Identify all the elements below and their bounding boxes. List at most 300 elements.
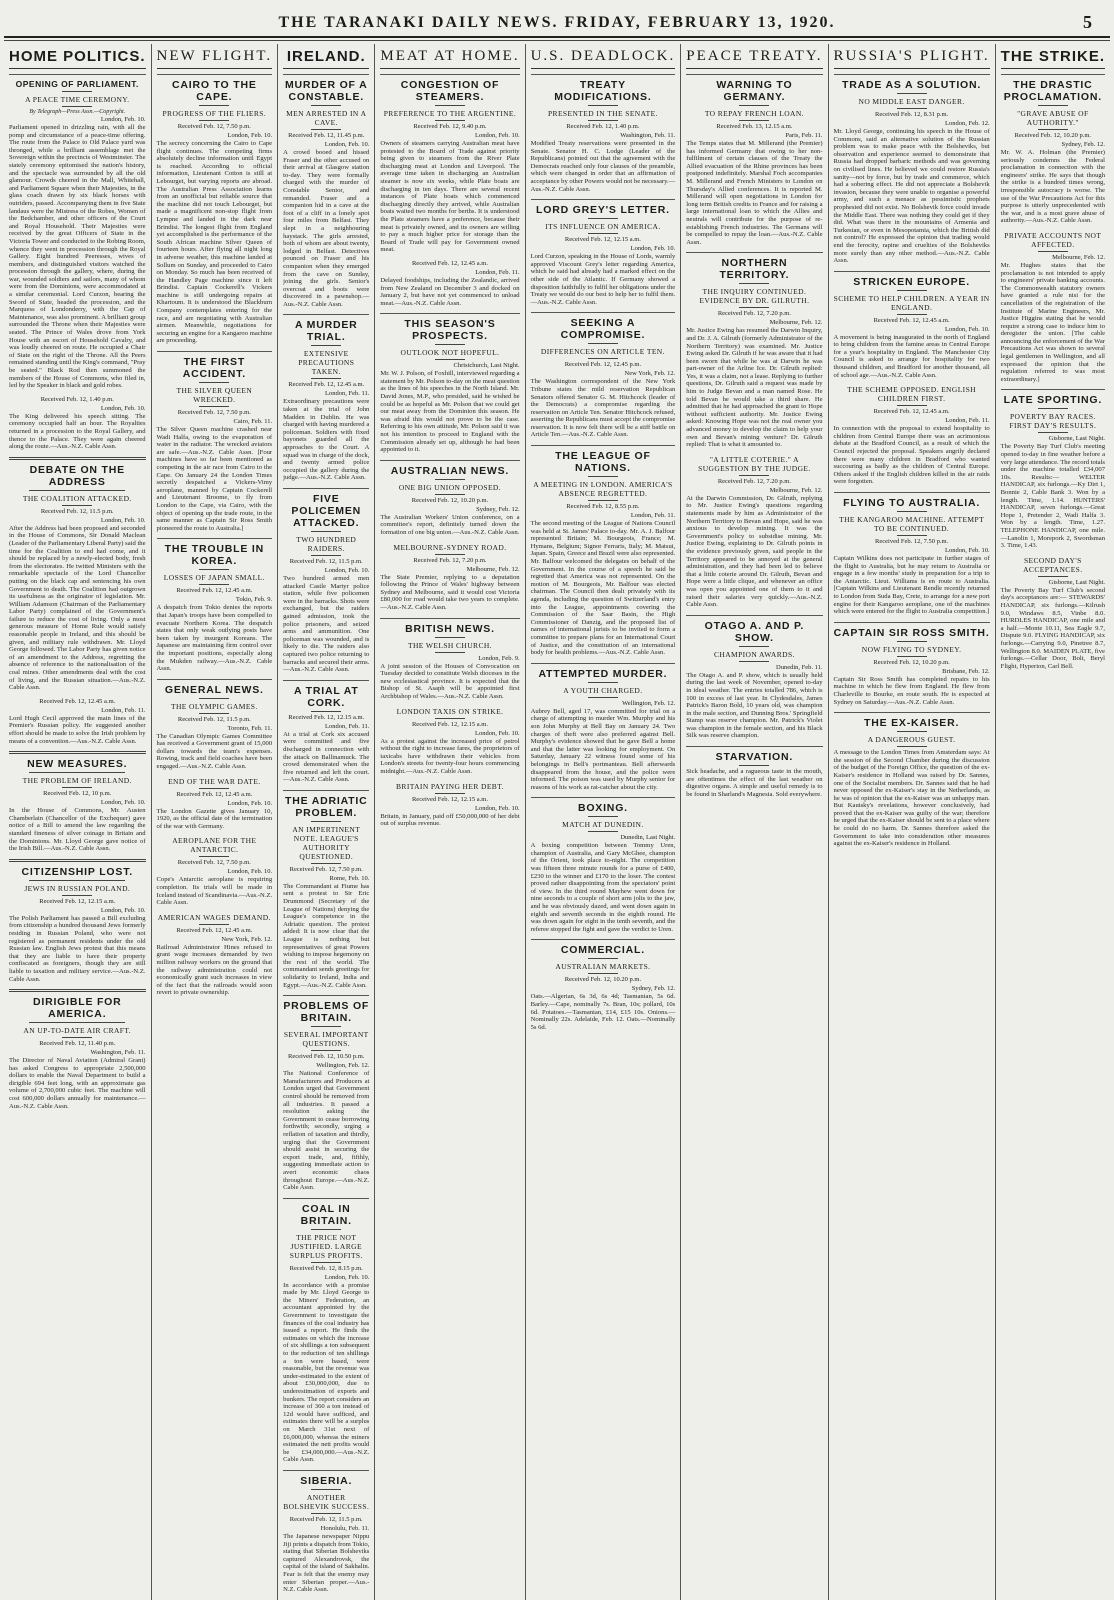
- article-subheadline: SEVERAL IMPORTANT QUESTIONS.: [283, 1030, 369, 1049]
- subheadline-rule: [435, 494, 465, 495]
- article-body: In accordance with a promise made by Mr. Lloyd George to the Miners' Federation, an accountant appointed by the Government to investigate the finances of the coal industry has issued a report. He finds the estimates on which the increase of six shillings a ton subsequent to the reduction of ten shillings a ton were based, were reasonable, but the revenue was under-estimated to the extent of about £30,000,000, due to underestimation of exports and bunkers. The report considers an increase of 360 a ton instead of 12d would have sufficed, and estimates there will be a surplus on March 31st next of £6,000,000, whereas the miners estimated the nett profits would be £34,000,000.—Aus.-N.Z. Cable Assn.: [283, 1281, 370, 1464]
- subheadline-rule: [897, 108, 927, 109]
- subheadline-rule: [311, 555, 341, 556]
- article-headline: MURDER OF A CONSTABLE.: [284, 79, 368, 103]
- article-body: Mr. Lloyd George, continuing his speech in the House of Commons, said an alternative solution of the Russian problem was to make peace with the Bolsheviks, but observation and experience seemed to demonstrate that Russia had dropped barbaric methods and was governing on civilised lines. He believed we could restore Russia's sanity—not by force, but by trade and commerce, which had a sobering effect. He did not appreciate a Bolshevik invasion, because they were unable to organise a powerful army, and such a menace as pessimistic prophets prophesied did not exist. No Bolshevik force could invade the Middle East. There was nothing they could get if they did. What was there in the mountains of Armenia and Turkestan, or even in Mesopotamia, which the British did not control? He expressed the opinion that trading would end the ferocity, rapine and cruelties of the Bolsheviks more surely than any other method.—Aus.-N.Z. Cable Assn.: [833, 128, 990, 265]
- news-article: [283, 1198, 369, 1464]
- article-subheadline: JEWS IN RUSSIAN POLAND.: [24, 883, 131, 893]
- article-headline: STRICKEN EUROPE.: [853, 275, 970, 288]
- article-subheadline: THE SILVER QUEEN WRECKED.: [176, 386, 253, 405]
- article-headline: GENERAL NEWS.: [164, 683, 264, 696]
- subheadline-rule: [739, 307, 769, 308]
- article-subheadline: THE INQUIRY CONTINUED. EVIDENCE BY DR. GILRUTH.: [699, 287, 810, 306]
- subheadline-rule: [199, 584, 229, 585]
- news-column: [526, 44, 682, 1600]
- dateline: Washington, Feb. 11.: [90, 1049, 146, 1057]
- article-divider: [283, 1470, 369, 1471]
- article-body: The Commandant at Fiume has sent a protest to Sir Eric Drummond (Secretary of the League of Nations) denying the League's competence in the Adriatic question. The protest added: It is now clear that the League is nothing but representatives of great Powers wishing to impose hegemony on the rest of the world. The commandant sends greetings for solidarity to Ireland, India and Egypt.—Aus.-N.Z. Cable Assn.: [283, 882, 370, 989]
- received-line: Received Feb. 12, 11.5 p.m.: [289, 558, 363, 565]
- section-heading: DIRIGIBLE FOR AMERICA.: [32, 996, 122, 1021]
- dateline: Wellington, Feb. 12.: [316, 1062, 370, 1070]
- article-subheadline: SECOND DAY'S ACCEPTANCES.: [1023, 555, 1083, 574]
- dateline: London, Feb. 10.: [474, 729, 520, 737]
- received-line: Received Feb. 12, 12.45 a.m.: [411, 259, 488, 267]
- article-headline: BRITISH NEWS.: [405, 622, 495, 635]
- article-divider: [9, 74, 146, 75]
- article-body: A boxing competition between Tommy Uren, champion of Australia, and Gary McGhee, champion of the Orient, took place to-night. The competition was fifteen three minute rounds for a purse of £400, £230 to the winner and £170 to the loser. The contest proved rather disappointing from the spectators' point of view. In the third round Mayhew went down for nine seconds to a couple of short arm jolts to the jaw, and he was obviously dazed, and went down again in eighth and seventh seconds in the eighth round. He was down again for eight in the tenth seventh, and the referee stopped the fight and gave the verdict to Uren.: [530, 842, 676, 933]
- received-line: Received Feb. 12, 7.50 p.m.: [177, 859, 251, 867]
- news-article: [9, 457, 146, 692]
- subheadline-rule: [1038, 576, 1068, 577]
- subheadline-rule: [1038, 251, 1068, 252]
- subheadline-rule: [588, 697, 618, 698]
- article-subheadline: POVERTY BAY RACES. FIRST DAY'S RESULTS.: [1009, 412, 1097, 431]
- news-article: [157, 836, 273, 906]
- heading-rule: [29, 490, 125, 491]
- received-line: Received Feb. 12, 12.45 a.m.: [873, 316, 950, 324]
- article-subheadline: "GRAVE ABUSE OF AUTHORITY.": [1017, 109, 1089, 127]
- article-subheadline: "A LITTLE COTERIE." A SUGGESTION BY THE JUDGE.: [698, 454, 811, 473]
- headline-rule: [311, 345, 341, 346]
- received-line: Received Feb. 12, 12.15 a.m.: [39, 897, 116, 905]
- news-article: [834, 712, 990, 848]
- headline-rule: [739, 105, 769, 106]
- subheadline-rule: [199, 120, 229, 121]
- column-heading: THE STRIKE.: [1001, 44, 1105, 69]
- subheadline-rule: [311, 1513, 341, 1514]
- received-line: Received Feb. 12, 11.40 p.m.: [39, 1040, 116, 1048]
- received-line: Received Feb. 12, 12.15 a.m.: [564, 236, 641, 244]
- article-headline: FIVE POLICEMEN ATTACKED.: [291, 493, 362, 529]
- article-headline: SIBERIA.: [300, 1474, 353, 1487]
- article-subheadline: TWO HUNDRED RAIDERS.: [296, 535, 357, 553]
- article-divider: [380, 313, 519, 314]
- news-article: [157, 679, 273, 771]
- article-subheadline: BRITAIN PAYING HER DEBT.: [396, 781, 504, 791]
- article-subheadline: A MEETING IN LONDON. AMERICA'S ABSENCE REGRETTED.: [533, 480, 673, 499]
- article-subheadline: PRIVATE ACCOUNTS NOT AFFECTED.: [1004, 230, 1102, 249]
- news-column: [681, 44, 828, 1600]
- news-article: [380, 543, 519, 612]
- news-article: [157, 351, 273, 532]
- news-column: [152, 44, 279, 1600]
- subheadline-rule: [588, 233, 618, 234]
- subheadline-rule: [897, 314, 927, 315]
- subheadline-rule: [311, 1262, 341, 1263]
- subheadline-rule: [62, 106, 92, 107]
- article-divider: [686, 746, 822, 747]
- article-body: The Polish Parliament has passed a Bill excluding from citizenship a hundred thousand Jews formerly residing in Russian Poland, who were not registered as permanent residents under the old Russian law. English Jews protest that this means that they are liable to have their property confiscated as foreigners, though they are still liable to taxation and military service.—Aus.-N.Z. Cable Assn.: [9, 914, 146, 983]
- masthead-title: THE TARANAKI DAILY NEWS. FRIDAY, FEBRUARY 13, 1920.: [278, 14, 836, 31]
- subheadline-rule: [435, 554, 465, 555]
- article-divider: [157, 351, 273, 352]
- article-headline: COMMERCIAL.: [560, 944, 645, 957]
- dateline: London, Feb. 10.: [945, 325, 990, 333]
- dateline: London, Feb. 12.: [945, 120, 990, 127]
- article-headline: THE TROUBLE IN KOREA.: [164, 543, 264, 568]
- telegraph-credit: By Telegraph—Press Assn.—Copyright.: [29, 109, 126, 115]
- dateline: Dunedin, Feb. 11.: [776, 663, 823, 671]
- article-subheadline: ANOTHER BOLSHEVIK SUCCESS.: [283, 1492, 370, 1511]
- article-body: Britain, in January, paid off £50,000,000 of her debt out of surplus revenue.: [380, 812, 520, 828]
- dateline: Washington, Feb. 11.: [620, 132, 676, 139]
- received-line: Received Feb. 12, 7.50 p.m.: [177, 409, 251, 417]
- headline-rule: [435, 344, 465, 345]
- dateline: Cairo, Feb. 11.: [233, 418, 273, 426]
- article-subheadline: PRESENTED IN THE SENATE.: [547, 109, 658, 118]
- article-body: At the Darwin Commission, Dr. Gilruth, replying to Mr. Justice Ewing's questions regarding statements made by him as Administrator of the Northern Territory to Bevan and Hope, said he was anxious to develop mining. It was the Government's policy to subsidise mining. Mr. Justice Ewing, explaining to Dr. Gilruth points in the evidence previously given, said people in the Territory appeared to be annoyed at the general administration, and they had been led to believe that a little coterie around Dr. Gilruth, Bevan and Hope were a little clique, and whenever an office was open you appointed one of them to it and raised their salaries very quickly.—Aus.-N.Z. Cable Assn.: [686, 494, 823, 609]
- article-divider: [157, 74, 273, 75]
- news-article: [686, 746, 822, 798]
- article-body: Railroad Administrator Hines refused to grant wage increases demanded by two million railway workers on the ground that the railway administration could not economically grant such increases in view of the fact that the railroads would soon revert to private ownership.: [156, 943, 273, 997]
- section-heading: NEW MEASURES.: [27, 758, 128, 771]
- received-line: Received Feb. 12, 10.20 p.m.: [1014, 132, 1092, 139]
- article-divider: [283, 74, 369, 75]
- dateline: London, Feb. 11.: [945, 417, 990, 425]
- received-line: Received Feb. 12, 7.20 p.m.: [717, 310, 791, 318]
- headline-rule: [311, 1489, 341, 1490]
- subheadline-rule: [199, 856, 229, 857]
- dateline: Christchurch, Last Night.: [453, 362, 520, 370]
- article-body: Delayed foodships, including the Zealandic, arrived from New Zealand on December 3 and docked on January 2, but have not yet commenced to unload meat.—Aus.-N.Z. Cable Assn.: [380, 276, 520, 307]
- received-line: Received Feb. 12, 1.40 p.m.: [40, 395, 114, 403]
- dateline: London, Feb. 10.: [100, 116, 146, 123]
- section-divider: [9, 751, 146, 754]
- subheadline-rule: [897, 535, 927, 536]
- dateline: London, Feb. 10.: [474, 132, 520, 139]
- article-headline: OPENING OF PARLIAMENT.: [15, 79, 139, 89]
- news-article: [9, 859, 146, 983]
- article-headline: LORD GREY'S LETTER.: [536, 204, 670, 217]
- article-divider: [531, 797, 676, 798]
- received-line: Received Feb. 12, 12.45 a.m.: [176, 790, 253, 798]
- article-body: Modified Treaty reservations were presented in the Senate. Senator H. C. Lodge (Leader of the Republicans) pointed out that the agreement with the Democrats reached only four clauses of the preamble, which were changed in order that an affirmation of acceptance by other Powers would not be necessary.—Aus.-N.Z. Cable Assn.: [530, 140, 676, 193]
- news-article: [283, 74, 369, 308]
- news-article: [157, 538, 273, 672]
- dateline: London, Feb. 11.: [325, 722, 370, 730]
- article-headline: TRADE AS A SOLUTION.: [842, 79, 982, 91]
- dateline: Rome, Feb. 10.: [329, 874, 370, 882]
- headline-rule: [199, 569, 229, 570]
- masthead-subrule: [4, 40, 1110, 41]
- headline-rule: [311, 531, 341, 532]
- dateline: London, Feb. 10.: [474, 804, 520, 812]
- article-headline: THE FIRST ACCIDENT.: [182, 356, 246, 381]
- headline-rule: [199, 105, 229, 106]
- article-body: The National Conference of Manufacturers and Producers at London urged that Government control should be removed from all industries. It passed a resolution asking the Government to cease borrowing forthwith; secondly, urging a reflation of taxation and thirdly, urging that the Government should assist in securing the export trade, and, fifthly, suggesting immediate action to avert economic chaos throughout Europe.—Aus.-N.Z. Cable Assn.: [283, 1070, 370, 1192]
- article-headline: CONGESTION OF STEAMERS.: [400, 79, 500, 103]
- article-body: The second meeting of the League of Nations Council was held at St. James' Palace to-day. Mr. A. J. Balfour represented Britain; M. Bourgeois, France; M. Hymans, Belgium; Signor Ferraris, Italy; M. Matsui, Japan. Spain, Greece and Brazil were also represented. Mr. Balfour welcomed the delegates on behalf of the Government. In the course of a speech he said he regretted that America was not represented. On the motion of M. Bourgeois, Mr. Balfour was elected chairman. The Council then dealt privately with its agenda, including the question of Switzerland's entry into the League, appointments covering the Commission of the Saar Basin, the High Commissioner of Danzig, and the proposed list of names of international jurists to be invited to form a committee to prepare plans for an International Court of Justice, and the constitution of an international body for health problems.—Aus.-N.Z. Cable Assn.: [530, 520, 676, 657]
- news-article: [9, 74, 146, 390]
- heading-rule: [29, 772, 125, 773]
- dateline: Sydney, Feb. 12.: [631, 985, 676, 993]
- article-subheadline: THE KANGAROO MACHINE. ATTEMPT TO BE CONTINUED.: [839, 515, 985, 533]
- column-heading: MEAT AT HOME.: [380, 44, 519, 69]
- subheadline-rule: [897, 405, 927, 406]
- article-body: Captain Wilkins does not participate in further stages of the flight to Australia, but he may return to Australia or engage in a few months' study in preparation for a trip to the Antarctic. Lieut. Williams is en route to Australia. [Captain Wilkins and Lieutenant Rendle recently returned to London from Suda Bay, Crete, to arrange for a new port engine for their Kangaroo aeroplane, one of the machines which were entered for the flight to Australia competition.]: [833, 555, 990, 616]
- news-article: [157, 74, 273, 345]
- dateline: London, Feb. 11.: [475, 268, 520, 276]
- article-headline: STARVATION.: [715, 751, 794, 764]
- article-headline: CAPTAIN SIR ROSS SMITH.: [833, 626, 990, 639]
- article-headline: A MURDER TRIAL.: [294, 319, 358, 344]
- news-article: [283, 790, 369, 989]
- article-body: In connection with the proposal to extend hospitality to children from Central Europe there was an acrimonious debate at the Bradford Council, as a result of which the Council rejected the proposal. Speakers angrily declared there were many children in Bradford who wanted succouring as badly as the children of Central Europe. Others asked if the English children killed in the air raids were forgotten.: [833, 425, 990, 486]
- article-body: After the Address had been proposed and seconded in the House of Commons, Sir Donald Maclean (Leader of the Parliamentary Liberal Party) said the time for the Coalition to end had come, and it should be replaced by a newly-elected body, fresh from the electorates. He twitted Ministers with the remarkable spectacle of the Lord Chancellor putting on the black cap and sentencing his own Government to death. The Coalition had outgrown its usefulness as the originator of legislation. Mr. William Adamson (Chairman of the Parliamentary Labor Party) complained of the Government's failure to reduce the cost of living. Only a most generous measure of Home Rule would satisfy reasonable people in Ireland, and this should be given, and military rule withdrawn. Mr. Lloyd George followed. The Labor Party has given notice of an amendment to the Address, regretting the absence of reference to the nationalisation of the coal mines. Other amendments deal with the cost of living, and the Russian situation.—Aus.-N.Z. Cable Assn.: [9, 524, 146, 692]
- article-divider: [531, 939, 676, 940]
- news-article: [834, 385, 990, 486]
- subheadline-rule: [199, 713, 229, 714]
- received-line: Received Feb. 12, 11.45 p.m.: [288, 132, 365, 139]
- article-body: A despatch from Tokio denies the reports that Japan's troops have been compelled to evacuate Northern Korea. The despatch states that only weak outlying posts have been taken by insurgent Koreans. The Japanese are maintaining firm control over the important positions, especially along the Mukden railway.—Aus.-N.Z. Cable Assn.: [156, 604, 273, 673]
- article-subheadline: MATCH AT DUNEDIN.: [562, 820, 644, 830]
- headline-rule: [897, 641, 927, 642]
- article-divider: [283, 995, 369, 996]
- article-divider: [531, 74, 676, 75]
- article-divider: [380, 74, 519, 75]
- article-body: Sick headache, and a ragueous taste in the mouth, are oftentimes the effect of the last weather on digestive organs. A simple and useful remedy is to be found in Sharland's Magnesia. Sold everywhere.: [686, 768, 823, 798]
- dateline: Paris, Feb. 11.: [785, 132, 823, 139]
- news-article: [380, 260, 519, 307]
- column-heading: PEACE TREATY.: [686, 44, 822, 69]
- headline-rule: [62, 91, 92, 92]
- dateline: London, Feb. 11.: [101, 706, 146, 714]
- received-line: Received Feb. 12, 8.31 p.m.: [875, 111, 949, 118]
- news-article: [531, 939, 676, 1031]
- headline-rule: [739, 283, 769, 284]
- article-headline: CAIRO TO THE CAPE.: [171, 79, 257, 103]
- received-line: Received Feb. 12, 8.55 p.m.: [566, 503, 640, 511]
- news-article: [686, 455, 822, 609]
- news-column: [375, 44, 525, 1600]
- received-line: Received Feb. 12, 12.15 a.m.: [411, 720, 488, 728]
- news-article: [531, 199, 676, 306]
- dateline: Gisborne, Last Night.: [1048, 435, 1105, 443]
- article-divider: [380, 460, 519, 461]
- article-body: The London Gazette gives January 10, 1920, as the official date of the termination of the war with Germany.: [156, 807, 273, 830]
- article-headline: THE LEAGUE OF NATIONS.: [555, 450, 651, 475]
- subheadline-rule: [897, 746, 927, 747]
- received-line: Received Feb. 12, 11.5 p.m.: [177, 715, 251, 723]
- article-divider: [531, 199, 676, 200]
- subheadline-rule: [1038, 432, 1068, 433]
- subheadline-rule: [199, 924, 229, 925]
- received-line: Received Feb. 12, 12.15 a.m.: [411, 795, 488, 803]
- news-article: [380, 313, 519, 454]
- news-article: [380, 618, 519, 701]
- article-divider: [834, 74, 990, 75]
- news-article: [380, 782, 519, 828]
- news-article: [1001, 389, 1105, 549]
- news-article: [531, 797, 676, 933]
- article-body: The Director of Naval Aviation (Admiral Grant) has asked Congress to appropriate 2,500,000 dollars to enable the Naval Department to build a dirigible 694 feet long, with an approximate gas volume of 2,700,000 cubic feet. The machine will cost 600,000 dollars annually for maintenance.—Aus.-N.Z. Cable Assn.: [9, 1057, 146, 1110]
- article-subheadline: END OF THE WAR DATE.: [168, 776, 261, 786]
- received-line: Received Feb. 12, 10 p.m.: [43, 790, 112, 798]
- dateline: Dunedin, Last Night.: [620, 834, 676, 842]
- article-body: Owners of steamers carrying Australian meat have protested to the Board of Trade against priority being given to steamers from the River Plate discharging meat at London and Liverpool. The average time taken in discharging an Australian steamer is now six weeks, while Plate boats are discharging in ten days. There are several recent instances of Plate boats which commenced discharging directly they arrived, while Australian boats waited two months for berths. It is understood the Plate steamers have a preference, because their meat is privately owned, and its owners are willing to pay a much higher price for storage than the Board of Trade will pay for Government owned meat.: [380, 140, 520, 254]
- article-subheadline: THE PROBLEM OF IRELAND.: [22, 776, 132, 786]
- subheadline-rule: [739, 661, 769, 662]
- received-line: Received Feb. 12, 9.40 p.m.: [413, 123, 487, 130]
- dateline: London, Feb. 10.: [227, 799, 273, 807]
- article-divider: [834, 492, 990, 493]
- news-column: [278, 44, 375, 1600]
- dateline: Sydney, Feb. 12.: [1061, 141, 1105, 148]
- news-article: [283, 314, 369, 482]
- article-body: The Canadian Olympic Games Committee has received a Government grant of 15,000 dollars towards the team's expenses. Rowing, track and field coaches have been engaged.—Aus.-N.Z. Cable Assn.: [156, 732, 273, 771]
- column-heading: NEW FLIGHT.: [157, 44, 273, 69]
- received-line: Received Feb. 12, 10.50 p.m.: [288, 1053, 365, 1061]
- article-body: The Australian Workers' Union conference, on a committee's report, definitely turned down the formation of one big union.—Aus.-N.Z. Cable Assn.: [380, 513, 520, 536]
- subheadline-rule: [588, 973, 618, 974]
- article-body: At a trial at Cork six accused were committed and five discharged in connection with the attack on Ballinamuck. The crowd demonstrated when the five returned and left the court.—Aus.-N.Z. Cable Assn.: [283, 730, 370, 784]
- dateline: London, Feb. 10.: [100, 516, 146, 524]
- subheadline-rule: [588, 120, 618, 121]
- news-article: [9, 396, 146, 451]
- article-divider: [380, 618, 519, 619]
- dateline: London, Feb. 10.: [100, 799, 146, 807]
- received-line: Received Feb. 12, 11.5 p.m.: [289, 1515, 363, 1523]
- article-subheadline: DIFFERENCES ON ARTICLE TEN.: [540, 347, 665, 357]
- news-article: [157, 777, 273, 831]
- newspaper-columns: [4, 44, 1110, 1594]
- subheadline-rule: [435, 120, 465, 121]
- dateline: London, Feb. 10.: [100, 906, 146, 914]
- dateline: London, Feb. 9.: [478, 654, 520, 662]
- article-body: The Silver Queen machine crashed near Wadi Halfa, owing to the evaporation of water in the radiator. The wrecked aviators are safe.—Aus.-N.Z. Cable Assn. [Four machines have so far been mentioned as competing in the air race from Cairo to the Cape. On January 24 the London Times secretly despatched a Vickers-Vimy aeroplane, manned by Captain Cockerell and Lieutenant Broome, to fly from London to the Cape, via Cairo, with the object of opening up the trade route, in the same manner as Captain Sir Ross Smith pioneered the route to Australia.]: [156, 426, 273, 532]
- article-body: As a protest against the increased price of petrol without the right to increase fares, the proprietors of taxicabs have withdrawn their vehicles from London's streets for twenty-four hours commencing midnight.—Aus.-N.Z. Cable Assn.: [380, 737, 520, 775]
- article-divider: [531, 445, 676, 446]
- article-divider: [686, 74, 822, 75]
- article-divider: [283, 790, 369, 791]
- news-article: [686, 615, 822, 740]
- news-article: [1001, 231, 1105, 384]
- article-body: The Washington correspondent of the New York Tribune states the mild reservation Republican Senators offered Senator G. M. Hitchcock (leader of the Democrats) a compromise regarding the reservation on Article Ten. Senator Hitchcock refused, asserting the Republicans must accept the compromise reservation. It is now felt there will be a stiff battle on Article Ten.—Aus.-N.Z. Cable Assn.: [530, 378, 676, 439]
- article-subheadline: AMERICAN WAGES DEMAND.: [157, 912, 271, 922]
- news-article: [9, 989, 146, 1110]
- news-article: [834, 271, 990, 380]
- article-headline: SEEKING A COMPROMISE.: [560, 317, 646, 342]
- article-subheadline: THE WELSH CHURCH.: [407, 640, 492, 650]
- news-article: [283, 995, 369, 1192]
- dateline: London, Feb. 10.: [227, 868, 273, 876]
- headline-rule: [588, 682, 618, 683]
- subheadline-rule: [199, 406, 229, 407]
- received-line: Received Feb. 12, 12.45 a.m.: [176, 587, 253, 595]
- article-body: The State Premier, replying to a deputation following the Prince of Wales' highway between Sydney and Melbourne, said it would cost Victoria £80,000 for road would take two years to complete.—Aus.-N.Z. Cable Assn.: [380, 573, 520, 611]
- article-body: A crowd booed and hissed Fraser and the other accused on their arrival at Glasgow station to-day. They were formally charged with the murder of Constable Senior, and remanded. Fraser and a companion hid in a cave at the foot of a cliff in a lonely spot four miles from Belfast. They slept in a neighbouring haystack. The girls arrested, both of whom are about twenty, lodged in Belfast. Detectives pounced on Fraser and his companion when they emerged from the cave on Sunday, joining the girls. Senior's overcoat and boots were discovered in a pawnshop.—Aus.-N.Z. Cable Assn.: [283, 149, 370, 308]
- news-article: [283, 680, 369, 784]
- article-headline: THE EX-KAISER.: [863, 717, 960, 730]
- article-headline: THIS SEASON'S PROSPECTS.: [404, 318, 496, 343]
- news-article: [531, 663, 676, 792]
- article-divider: [283, 314, 369, 315]
- article-subheadline: LOSSES OF JAPAN SMALL.: [163, 573, 265, 583]
- section-heading: DEBATE ON THE ADDRESS: [29, 463, 125, 488]
- news-column: [4, 44, 152, 1600]
- subheadline-rule: [435, 718, 465, 719]
- article-divider: [1001, 74, 1105, 75]
- article-headline: ATTEMPTED MURDER.: [538, 667, 668, 680]
- headline-rule: [311, 1229, 341, 1230]
- dateline: Toronto, Feb. 11.: [227, 724, 273, 732]
- article-headline: BOXING.: [577, 802, 628, 815]
- article-body: The Poverty Bay Turf Club's second day's acceptances are:— STEWARDS' HANDICAP, six furlongs.—Kilrush 9.0, Windaws 8.5, Vinbe 8.0. HURDLES HANDICAP, one mile and a half.—Monte 10.11, Sea Eagle 9.7, Dispute 9.0. FLYING HANDICAP, six furlongs.—Carrying 9.0, Pinetree 8.7, Wellington 8.0. MAIDEN PLATE, five furlongs.—Cellar Door, Bolt, Beryl Flight, Hyperion, Carl Bell.: [1000, 586, 1105, 670]
- headline-rule: [897, 511, 927, 512]
- section-divider: [9, 989, 146, 992]
- headline-rule: [588, 476, 618, 477]
- article-subheadline: PROGRESS OF THE FLIERS.: [162, 109, 267, 118]
- news-article: [531, 445, 676, 657]
- article-subheadline: AN IMPERTINENT NOTE. LEAGUE'S AUTHORITY QUESTIONED.: [292, 824, 361, 861]
- received-line: Received Feb. 12, 12.45 p.m.: [564, 361, 642, 369]
- section-heading: CITIZENSHIP LOST.: [21, 865, 133, 878]
- received-line: Received Feb. 12, 7.50 p.m.: [875, 538, 949, 545]
- page-header: [0, 0, 1114, 36]
- article-headline: COAL IN BRITAIN.: [300, 1202, 352, 1227]
- article-body: Mr. W. A. Holman (the Premier) seriously condemns the Federal proclamation in connection with the engineers' strike. He says that though the strike is a hundred times wrong, irresponsible autocracy is worse. The use of the War Precautions Act for this purpose is utterly unprecedented with the war, and is a most grave abuse of authority.—Aus.-N.Z. Cable Assn.: [1000, 149, 1105, 225]
- article-subheadline: SCHEME TO HELP CHILDREN. A YEAR IN ENGLAND.: [833, 293, 990, 312]
- heading-rule: [29, 880, 125, 881]
- dateline: New York, Feb. 12.: [221, 935, 273, 943]
- article-body: The King delivered his speech sitting. The ceremony occupied half an hour. The Royalties returned in a procession to the Royal Gallery, and thence to the Palace. They were again cheered along the route.—Aus.-N.Z. Cable Assn.: [9, 412, 146, 451]
- news-article: [1001, 556, 1105, 671]
- article-divider: [834, 712, 990, 713]
- received-line: Received Feb. 12, 12.45 a.m.: [873, 408, 950, 416]
- article-subheadline: PREFERENCE TO THE ARGENTINE.: [383, 109, 517, 118]
- headline-rule: [199, 698, 229, 699]
- dateline: Melbourne, Feb. 12.: [1052, 253, 1105, 261]
- article-headline: PROBLEMS OF BRITAIN.: [283, 1000, 370, 1025]
- subheadline-rule: [435, 793, 465, 794]
- dateline: Wellington, Feb. 12.: [622, 699, 676, 707]
- dateline: Melbourne, Feb. 12.: [466, 565, 520, 573]
- subheadline-rule: [311, 378, 341, 379]
- article-headline: A TRIAL AT CORK.: [293, 684, 359, 709]
- heading-rule: [29, 1022, 125, 1023]
- article-headline: TREATY MODIFICATIONS.: [554, 79, 652, 103]
- received-line: Received Feb. 12, 12.15 a.m.: [288, 713, 365, 721]
- dateline: London, Feb. 10.: [324, 1273, 370, 1281]
- article-divider: [1001, 389, 1105, 390]
- column-heading: RUSSIA'S PLIGHT.: [834, 44, 990, 69]
- headline-rule: [1038, 408, 1068, 409]
- headline-rule: [1038, 105, 1068, 106]
- article-body: In the House of Commons, Mr. Austen Chamberlain (Chancellor of the Exchequer) gave notice of a Bill to amend the law regarding the standard fineness of silver coinage in Britain and the Dominions. Mr. Lloyd George gave notice of the Irish Bill.—Aus.-N.Z. Cable Assn.: [9, 807, 146, 853]
- subheadline-rule: [62, 505, 92, 506]
- received-line: Received Feb. 13, 12.15 a.m.: [716, 123, 793, 130]
- dateline: London, Feb. 10.: [324, 141, 370, 148]
- article-body: A message to the London Times from Amsterdam says: At the session of the Second Chamber during the discussion of the budget of the Foreign Office, the question of the ex-Kaiser's residence in Holland was raised by Dr. Sannes, one of the Socialist members. Dr. Sannes said that he had never opposed the ex-Kaiser's stay in the Netherlands, as he was of opinion that the ex-Kaiser was an unhappy man. But Kautsky's revelations, however conclusively, had proved that the ex-Kaiser was guilty of the war; therefore he urged that the ex-Kaiser should be sent to a place where he could do no harm. Dr. Sannes therefore asked the Government to take into consideration other measures against the ex-Kaiser's residence in Holland.: [833, 749, 990, 848]
- article-divider: [686, 615, 822, 616]
- news-column: [829, 44, 996, 1600]
- news-article: [380, 460, 519, 537]
- article-subheadline: MEN ARRESTED IN A CAVE.: [286, 109, 367, 127]
- article-divider: [834, 271, 990, 272]
- headline-rule: [588, 218, 618, 219]
- article-body: The secrecy concerning the Cairo to Cape flight continues. The competing firms absolutely decline information until Egypt is reached. According to official information, Lieutenant Cotton is still at Lebourget, but varying reports are abroad. The Australian Press Association learns from an unofficial but reliable source that the machine did not touch Lebourget, but made a magnificent non-stop flight from Lympne and landed in the dark near Brindisi. The longest flight from England yet accomplished is the performance of the South African machine Silver Queen of fourteen hours. After flying all night long in adverse weather, this machine landed at Sollum on Sunday, and proceeded to Cairo on Monday. So much has been received of the Handley Page machine since it left Brindisi. Captain Cockerell's Vickers machine is still undergoing repairs at Khartoum. It is understood the Blackburn Company contemplates entering for the race, and are negotiating with Australian airmen. Meanwhile, negotiations for securing an engine for a Kangaroo machine are proceeding.: [156, 140, 273, 345]
- headline-rule: [588, 816, 618, 817]
- article-headline: LATE SPORTING.: [1003, 394, 1103, 407]
- subheadline-rule: [435, 359, 465, 360]
- received-line: Received Feb. 12, 8.15 p.m.: [289, 1264, 363, 1272]
- article-headline: THE DRASTIC PROCLAMATION.: [1003, 79, 1102, 103]
- received-line: Received Feb. 12, 10.20 p.m.: [873, 658, 950, 666]
- article-subheadline: THE SCHEME OPPOSED. ENGLISH CHILDREN FIRST.: [847, 385, 976, 404]
- news-article: [157, 913, 273, 997]
- subheadline-rule: [588, 500, 618, 501]
- column-heading: HOME POLITICS.: [9, 44, 146, 69]
